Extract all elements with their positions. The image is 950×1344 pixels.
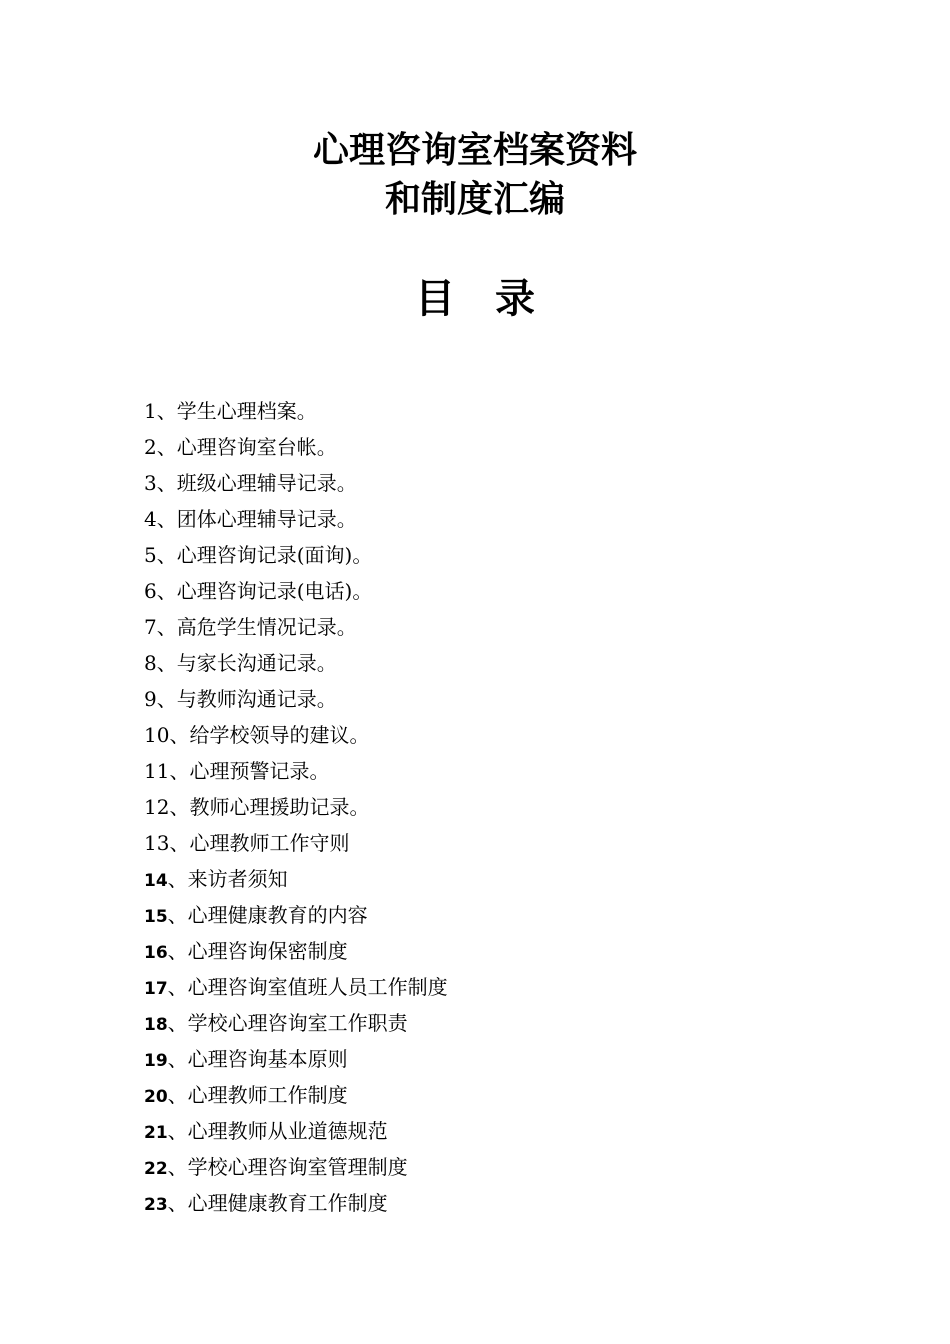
document-title-line2: 和制度汇编 bbox=[384, 179, 565, 220]
toc-entry bbox=[144, 825, 448, 861]
toc-entry-separator: 、 bbox=[167, 1047, 188, 1071]
toc-entry-text: 学生心理档案。 bbox=[176, 399, 317, 423]
toc-entry-text: 学校心理咨询室工作职责 bbox=[187, 1011, 408, 1035]
toc-entry-number: 17 bbox=[144, 979, 168, 999]
toc-entry-number: 2 bbox=[144, 435, 157, 459]
toc-entry bbox=[144, 861, 448, 897]
toc-entry-separator: 、 bbox=[156, 471, 177, 495]
toc-entry-separator: 、 bbox=[167, 1119, 188, 1143]
toc-entry-number: 21 bbox=[144, 1123, 168, 1143]
toc-entry-text: 心理咨询室台帐。 bbox=[176, 435, 337, 459]
document-title-line1: 心理咨询室档案资料 bbox=[312, 130, 637, 171]
toc-entry-text: 班级心理辅导记录。 bbox=[176, 471, 357, 495]
toc-entry-text: 高危学生情况记录。 bbox=[176, 615, 357, 639]
toc-entry-text: 心理咨询保密制度 bbox=[187, 939, 348, 963]
toc-entry-separator: 、 bbox=[169, 723, 190, 747]
toc-entry bbox=[144, 393, 448, 429]
toc-entry-text: 心理教师工作守则 bbox=[189, 831, 350, 855]
toc-entry bbox=[144, 753, 448, 789]
toc-entry-separator: 、 bbox=[167, 939, 188, 963]
toc-entry-number: 15 bbox=[144, 907, 168, 927]
toc-entry-separator: 、 bbox=[156, 651, 177, 675]
toc-entry-separator: 、 bbox=[167, 903, 188, 927]
toc-entry-text: 教师心理援助记录。 bbox=[189, 795, 370, 819]
toc-entry-number: 16 bbox=[144, 943, 168, 963]
toc-entry-number: 7 bbox=[144, 615, 157, 639]
toc-entry-separator: 、 bbox=[167, 1011, 188, 1035]
toc-entry bbox=[144, 1149, 448, 1185]
toc-entry bbox=[144, 609, 448, 645]
toc-entry-number: 19 bbox=[144, 1051, 168, 1071]
toc-entry bbox=[144, 501, 448, 537]
toc-entry-number: 10 bbox=[144, 723, 170, 747]
toc-entry bbox=[144, 1185, 448, 1221]
toc-entry-number: 5 bbox=[144, 543, 157, 567]
toc-entry-text: 心理健康教育工作制度 bbox=[187, 1191, 388, 1215]
toc-entry-separator: 、 bbox=[156, 687, 177, 711]
toc-entry-text: 与家长沟通记录。 bbox=[176, 651, 337, 675]
toc-entry-number: 14 bbox=[144, 871, 168, 891]
toc-entry-text: 心理咨询记录(电话)。 bbox=[176, 579, 373, 603]
toc-entry-text: 心理教师从业道德规范 bbox=[187, 1119, 388, 1143]
toc-entry bbox=[144, 717, 448, 753]
toc-entry bbox=[144, 681, 448, 717]
toc-entry-number: 20 bbox=[144, 1087, 168, 1107]
toc-entry bbox=[144, 1077, 448, 1113]
toc-entry-separator: 、 bbox=[167, 1155, 188, 1179]
toc-entry-text: 心理预警记录。 bbox=[189, 759, 330, 783]
toc-entry-separator: 、 bbox=[169, 795, 190, 819]
toc-entry bbox=[144, 969, 448, 1005]
toc-entry-number: 1 bbox=[144, 399, 157, 423]
toc-entry-text: 心理咨询基本原则 bbox=[187, 1047, 348, 1071]
toc-entry-number: 6 bbox=[144, 579, 157, 603]
toc-entry-number: 22 bbox=[144, 1159, 168, 1179]
toc-entry bbox=[144, 1041, 448, 1077]
toc-entry bbox=[144, 573, 448, 609]
toc-entry-text: 心理咨询室值班人员工作制度 bbox=[187, 975, 448, 999]
toc-entry-separator: 、 bbox=[156, 507, 177, 531]
toc-entry-text: 团体心理辅导记录。 bbox=[176, 507, 357, 531]
toc-entry-separator: 、 bbox=[156, 543, 177, 567]
toc-entry bbox=[144, 465, 448, 501]
toc-entry-number: 13 bbox=[144, 831, 170, 855]
table-of-contents bbox=[144, 393, 448, 1221]
toc-entry-text: 给学校领导的建议。 bbox=[189, 723, 370, 747]
toc-entry-number: 3 bbox=[144, 471, 157, 495]
toc-entry-separator: 、 bbox=[167, 867, 188, 891]
toc-heading: 目录 bbox=[415, 276, 575, 322]
toc-entry-separator: 、 bbox=[167, 1191, 188, 1215]
toc-entry bbox=[144, 933, 448, 969]
toc-entry bbox=[144, 537, 448, 573]
toc-entry-separator: 、 bbox=[156, 615, 177, 639]
toc-entry-text: 心理咨询记录(面询)。 bbox=[176, 543, 373, 567]
toc-entry-number: 9 bbox=[144, 687, 157, 711]
toc-entry-text: 来访者须知 bbox=[187, 867, 288, 891]
toc-entry-number: 8 bbox=[144, 651, 157, 675]
toc-entry bbox=[144, 897, 448, 933]
toc-entry bbox=[144, 429, 448, 465]
toc-entry-number: 12 bbox=[144, 795, 170, 819]
toc-entry-number: 18 bbox=[144, 1015, 168, 1035]
toc-entry-separator: 、 bbox=[156, 399, 177, 423]
toc-entry-text: 心理教师工作制度 bbox=[187, 1083, 348, 1107]
toc-entry-separator: 、 bbox=[167, 975, 188, 999]
toc-entry-number: 4 bbox=[144, 507, 157, 531]
toc-entry-separator: 、 bbox=[169, 831, 190, 855]
toc-entry-separator: 、 bbox=[169, 759, 190, 783]
toc-entry-text: 学校心理咨询室管理制度 bbox=[187, 1155, 408, 1179]
toc-entry-number: 11 bbox=[144, 759, 170, 783]
toc-entry bbox=[144, 789, 448, 825]
toc-entry-separator: 、 bbox=[156, 579, 177, 603]
toc-entry-text: 与教师沟通记录。 bbox=[176, 687, 337, 711]
toc-entry bbox=[144, 1005, 448, 1041]
toc-entry bbox=[144, 645, 448, 681]
toc-entry-text: 心理健康教育的内容 bbox=[187, 903, 368, 927]
toc-entry-separator: 、 bbox=[156, 435, 177, 459]
toc-entry-separator: 、 bbox=[167, 1083, 188, 1107]
toc-entry-number: 23 bbox=[144, 1195, 168, 1215]
toc-entry bbox=[144, 1113, 448, 1149]
